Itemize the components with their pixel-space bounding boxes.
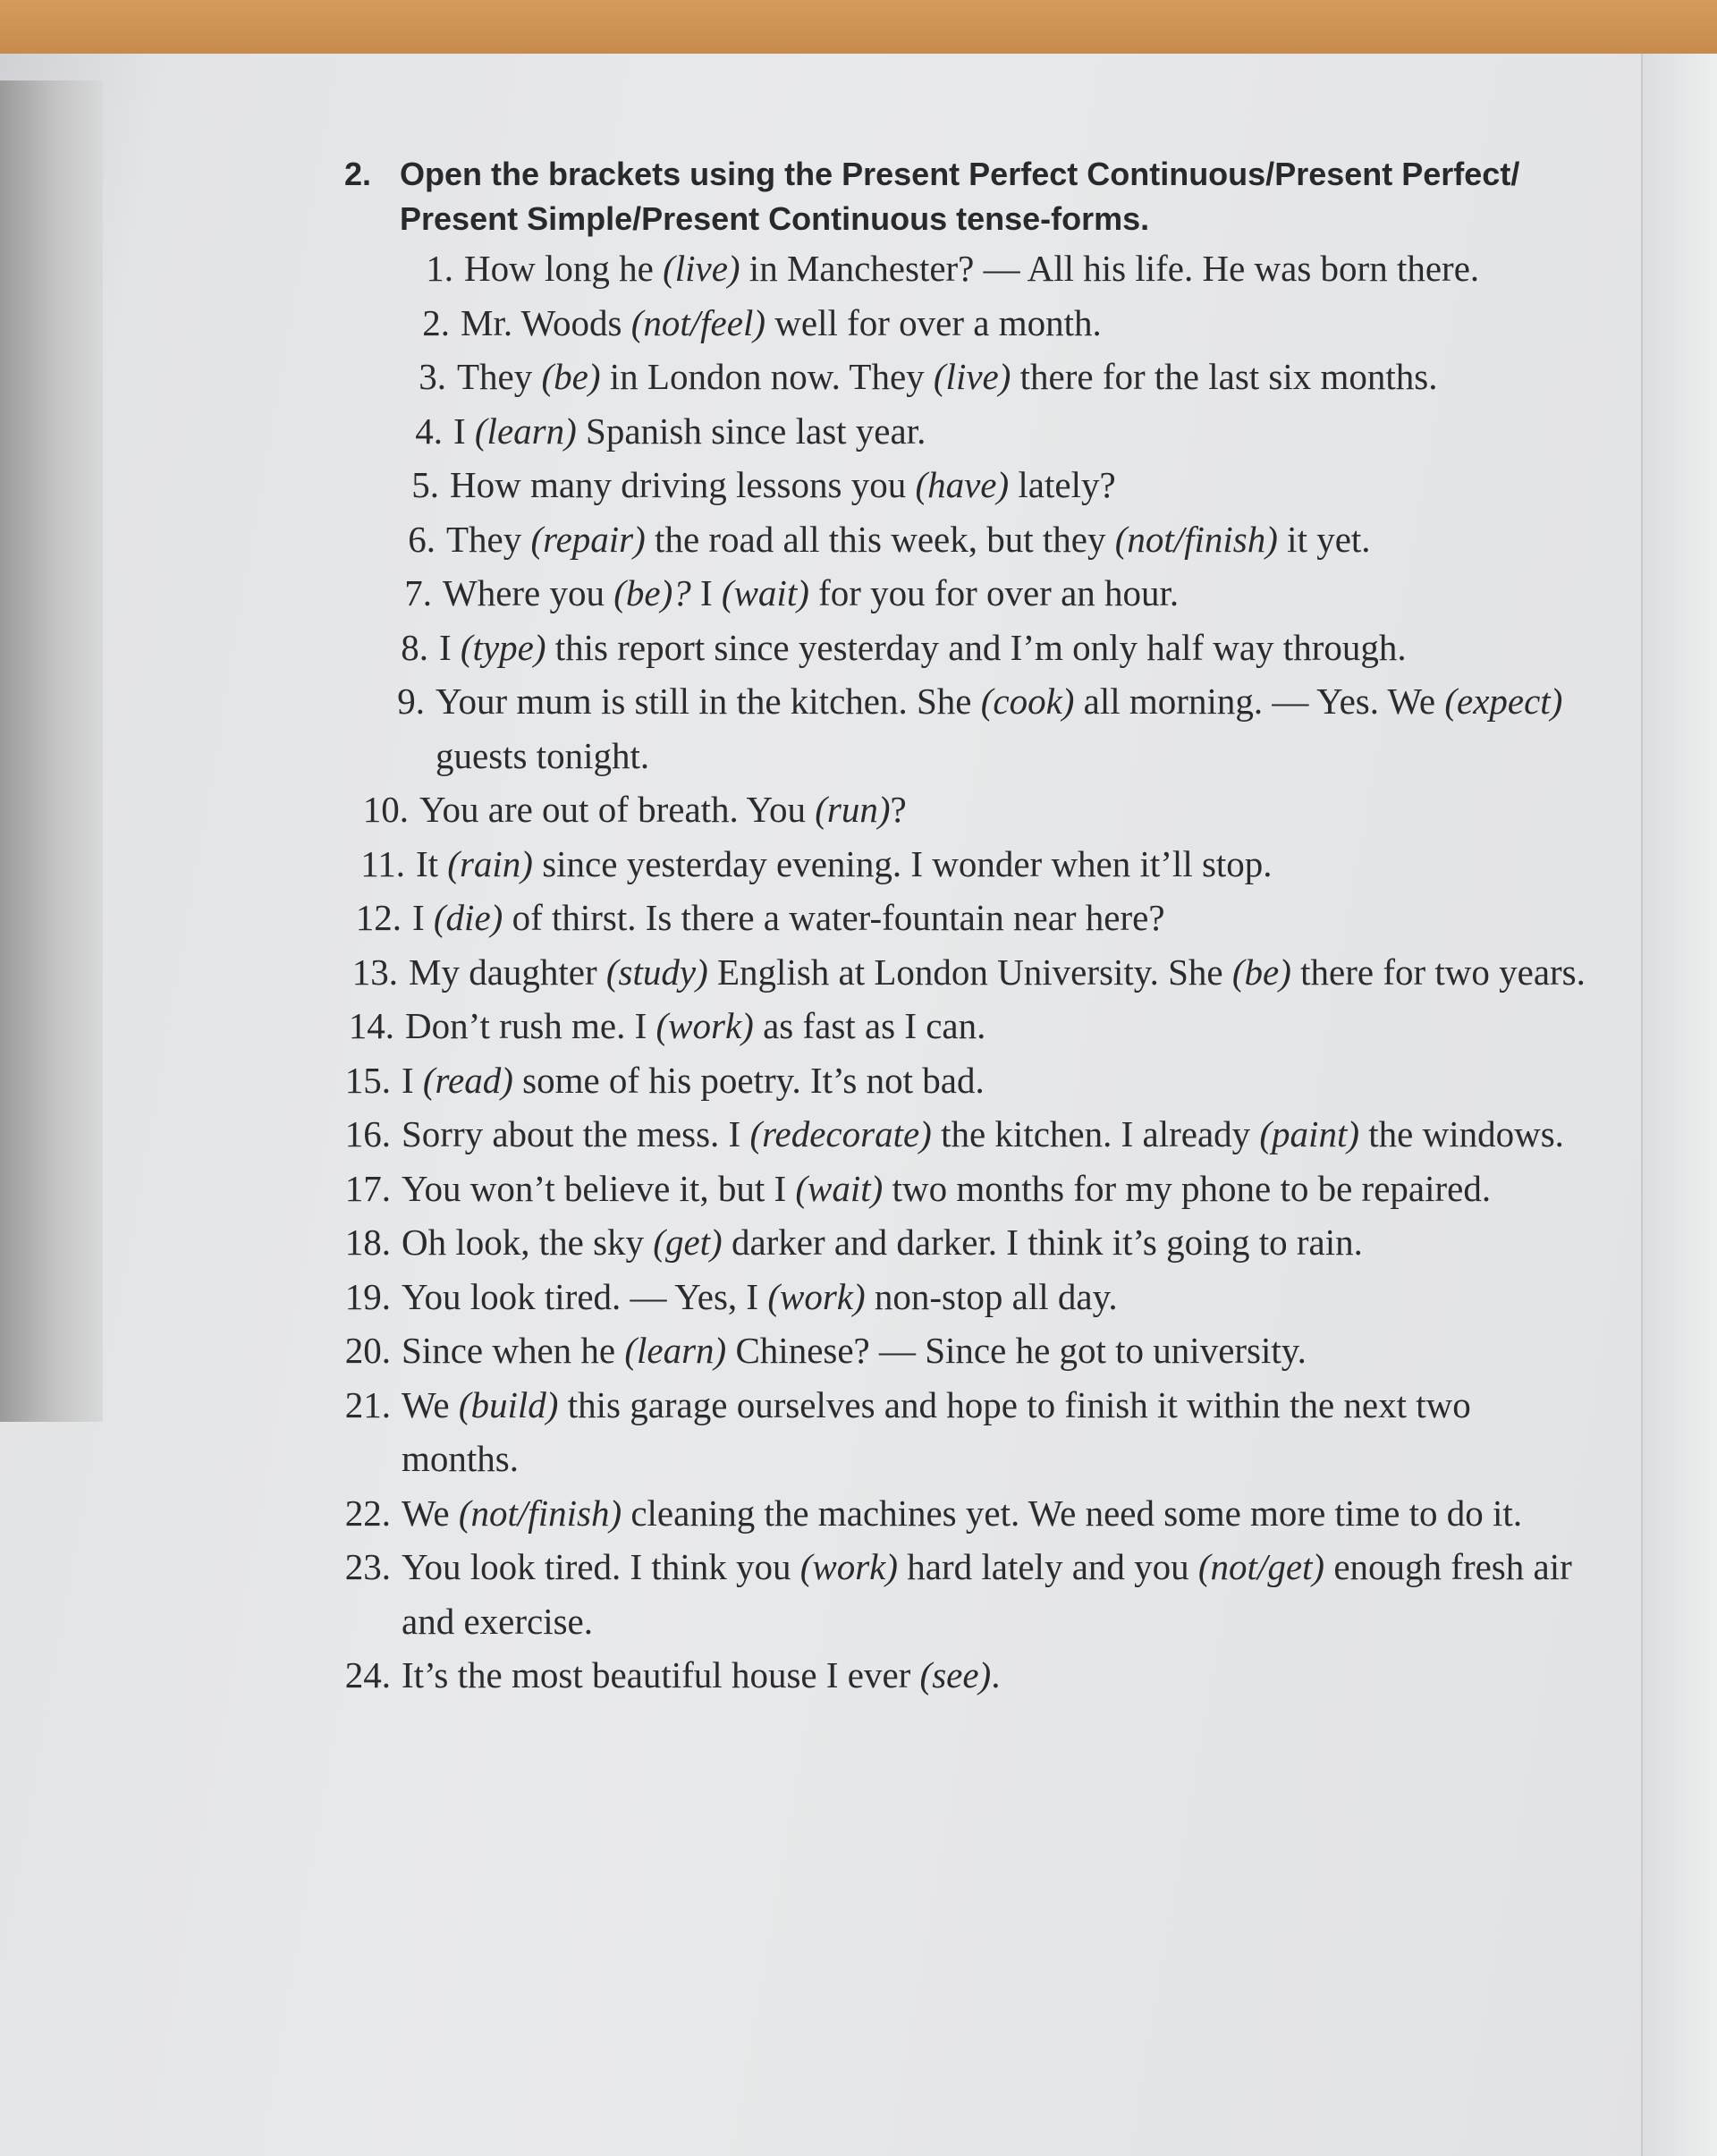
verb-hint: (live): [933, 356, 1011, 397]
exercise-item: [344, 1053, 1592, 1108]
verb-hint: (learn): [624, 1330, 727, 1371]
verb-hint: (not/get): [1197, 1546, 1325, 1587]
verb-hint: (not/feel): [630, 301, 766, 343]
exercise-item: [344, 566, 1592, 621]
exercise-item: [344, 350, 1592, 404]
verb-hint: (get): [653, 1222, 723, 1263]
item-number: 3.: [419, 356, 446, 397]
verb-hint: (rain): [447, 842, 533, 884]
sentence-fragment: You are out of breath. You: [419, 789, 816, 830]
sentence-fragment: in London now. They: [600, 356, 934, 397]
exercise-item: [344, 782, 1592, 837]
item-number: 10.: [362, 789, 409, 830]
exercise-item: [344, 1107, 1592, 1162]
verb-hint: (work): [767, 1275, 866, 1317]
exercise-item: [344, 1486, 1592, 1541]
item-text: [453, 404, 1592, 459]
sentence-fragment: I: [453, 410, 475, 452]
item-number: 24.: [344, 1654, 391, 1695]
sentence-fragment: How long he: [464, 248, 664, 289]
verb-hint: (have): [915, 464, 1010, 505]
item-text: [402, 1270, 1592, 1324]
item-number: 22.: [344, 1492, 391, 1534]
item-number: 7.: [404, 572, 432, 613]
verb-hint: (build): [458, 1383, 559, 1425]
exercise-item: [344, 1648, 1592, 1703]
exercise-item: [344, 404, 1592, 459]
sentence-fragment: for you for over an hour.: [808, 572, 1180, 613]
verb-hint: (see): [919, 1654, 992, 1695]
verb-hint: (be): [541, 356, 601, 397]
verb-hint: (work): [799, 1546, 899, 1587]
item-number: 9.: [397, 681, 425, 722]
exercise-item: [344, 1270, 1592, 1324]
sentence-fragment: Since when he: [402, 1330, 625, 1371]
sentence-fragment: English at London University. She: [707, 951, 1232, 993]
sentence-fragment: as fast as I can.: [753, 1005, 986, 1046]
verb-hint: (cook): [980, 681, 1075, 722]
exercise-item: [344, 458, 1592, 512]
item-text: [409, 945, 1592, 1000]
item-number: 20.: [344, 1330, 391, 1371]
item-number: 17.: [344, 1167, 391, 1209]
verb-hint: (type): [460, 626, 546, 668]
item-text: [464, 241, 1592, 296]
exercise-items: [344, 241, 1592, 1703]
item-text: [457, 350, 1592, 404]
sentence-fragment: Where you: [443, 572, 614, 613]
sentence-fragment: lately?: [1009, 464, 1116, 505]
exercise-block: [344, 152, 1592, 1703]
sentence-fragment: You look tired. I think you: [402, 1546, 800, 1587]
sentence-fragment: the kitchen. I already: [931, 1113, 1260, 1154]
item-number: 8.: [401, 626, 428, 668]
sentence-fragment: How many driving lessons you: [450, 464, 916, 505]
exercise-item: [344, 512, 1592, 567]
item-number: 16.: [344, 1113, 391, 1154]
sentence-fragment: cleaning the machines yet. We need some more time to do it.: [622, 1492, 1523, 1534]
item-number: 1.: [426, 248, 453, 289]
exercise-item: [344, 621, 1592, 675]
item-text: [402, 1053, 1592, 1108]
sentence-fragment: non-stop all day.: [865, 1275, 1118, 1317]
sentence-fragment: Oh look, the sky: [402, 1222, 654, 1263]
verb-hint: (wait): [721, 572, 809, 613]
item-number: 19.: [344, 1275, 391, 1317]
item-number: 18.: [344, 1222, 391, 1263]
sentence-fragment: Sorry about the mess. I: [402, 1113, 750, 1154]
exercise-item: [344, 1162, 1592, 1216]
exercise-item: [344, 1378, 1592, 1486]
sentence-fragment: two months for my phone to be repaired.: [883, 1167, 1492, 1209]
item-number: 13.: [351, 951, 398, 993]
verb-hint: (die): [433, 897, 503, 938]
sentence-fragment: since yesterday evening. I wonder when it’ll stop.: [532, 842, 1273, 884]
item-text: [402, 1107, 1592, 1162]
exercise-header: [344, 152, 1592, 241]
sentence-fragment: there for the last six months.: [1011, 356, 1438, 397]
sentence-fragment: some of his poetry. It’s not bad.: [512, 1059, 985, 1101]
item-number: 21.: [344, 1383, 391, 1425]
verb-hint: (expect): [1444, 681, 1563, 722]
item-text: [402, 1486, 1592, 1541]
sentence-fragment: Your mum is still in the kitchen. She: [436, 681, 981, 722]
item-number: 2.: [422, 301, 450, 343]
exercise-item: [344, 891, 1592, 945]
sentence-fragment: I: [690, 572, 722, 613]
item-text: [416, 837, 1592, 892]
page-edge: [1641, 54, 1717, 2156]
exercise-item: [344, 837, 1592, 892]
sentence-fragment: of thirst. Is there a water-fountain near here?: [503, 897, 1165, 938]
item-text: [450, 458, 1592, 512]
sentence-fragment: It’s the most beautiful house I ever: [402, 1654, 920, 1695]
verb-hint: (not/finish): [1114, 518, 1278, 560]
verb-hint: (work): [656, 1005, 754, 1046]
exercise-item: [344, 999, 1592, 1053]
item-number: 15.: [344, 1059, 391, 1101]
sentence-fragment: They: [446, 518, 531, 560]
item-text: [402, 1378, 1592, 1486]
item-number: 6.: [408, 518, 436, 560]
sentence-fragment: in Manchester? — All his life. He was born there.: [740, 248, 1480, 289]
sentence-fragment: You look tired. — Yes, I: [402, 1275, 768, 1317]
item-text: [439, 621, 1592, 675]
item-text: [405, 999, 1592, 1053]
exercise-item: [344, 241, 1592, 296]
item-text: [419, 782, 1592, 837]
exercise-instruction: Open the brackets using the Present Perfect Continuous/Present Perfect/ Present Simple/Present Continuous tense-forms.: [400, 156, 1520, 237]
exercise-item: [344, 674, 1592, 782]
item-number: 23.: [344, 1546, 391, 1587]
sentence-fragment: My daughter: [409, 951, 606, 993]
item-number: 14.: [348, 1005, 394, 1046]
verb-hint: (repair): [530, 518, 646, 560]
item-text: [446, 512, 1592, 567]
exercise-item: [344, 1215, 1592, 1270]
sentence-fragment: Spanish since last year.: [576, 410, 926, 452]
sentence-fragment: ?: [890, 789, 907, 830]
sentence-fragment: all morning. — Yes. We: [1074, 681, 1445, 722]
verb-hint: (study): [605, 951, 708, 993]
sentence-fragment: enough fresh air and exercise.: [402, 1546, 1572, 1642]
verb-hint: (run): [815, 789, 891, 830]
verb-hint: (wait): [795, 1167, 884, 1209]
sentence-fragment: the road all this week, but they: [645, 518, 1115, 560]
sentence-fragment: I: [412, 897, 434, 938]
item-text: [402, 1540, 1592, 1648]
item-text: [436, 674, 1592, 782]
shadow-strip: [0, 80, 103, 1422]
sentence-fragment: It: [416, 842, 448, 884]
sentence-fragment: You won’t believe it, but I: [402, 1167, 796, 1209]
verb-hint: (paint): [1259, 1113, 1359, 1154]
item-text: [412, 891, 1592, 945]
exercise-item: [344, 1540, 1592, 1648]
verb-hint: (not/finish): [458, 1492, 622, 1534]
sentence-fragment: Chinese? — Since he got to university.: [726, 1330, 1307, 1371]
sentence-fragment: it yet.: [1277, 518, 1371, 560]
verb-hint: (be)?: [613, 572, 691, 613]
sentence-fragment: this report since yesterday and I’m only half way through.: [546, 626, 1407, 668]
item-number: 11.: [360, 842, 405, 884]
sentence-fragment: this garage ourselves and hope to finish it within the next two months.: [402, 1383, 1471, 1479]
sentence-fragment: .: [991, 1654, 1001, 1695]
item-number: 12.: [355, 897, 402, 938]
item-text: [402, 1648, 1592, 1703]
item-text: [402, 1162, 1592, 1216]
verb-hint: (read): [422, 1059, 513, 1101]
sentence-fragment: the windows.: [1359, 1113, 1564, 1154]
sentence-fragment: We: [402, 1492, 459, 1534]
sentence-fragment: darker and darker. I think it’s going to rain.: [722, 1222, 1363, 1263]
item-text: [402, 1215, 1592, 1270]
item-text: [402, 1323, 1592, 1378]
sentence-fragment: hard lately and you: [898, 1546, 1198, 1587]
sentence-fragment: We: [402, 1383, 459, 1425]
exercise-item: [344, 296, 1592, 351]
sentence-fragment: well for over a month.: [765, 301, 1102, 343]
sentence-fragment: I: [439, 626, 461, 668]
sentence-fragment: there for two years.: [1290, 951, 1586, 993]
item-number: 5.: [411, 464, 439, 505]
item-text: [461, 296, 1592, 351]
verb-hint: (learn): [474, 410, 577, 452]
exercise-item: [344, 1323, 1592, 1378]
item-text: [443, 566, 1592, 621]
verb-hint: (be): [1231, 951, 1291, 993]
sentence-fragment: guests tonight.: [436, 734, 650, 776]
item-number: 4.: [415, 410, 443, 452]
sentence-fragment: Mr. Woods: [461, 301, 631, 343]
sentence-fragment: I: [402, 1059, 423, 1101]
verb-hint: (redecorate): [749, 1113, 932, 1154]
exercise-number: 2.: [344, 156, 372, 192]
sentence-fragment: They: [457, 356, 542, 397]
sentence-fragment: Don’t rush me. I: [405, 1005, 656, 1046]
verb-hint: (live): [663, 248, 740, 289]
exercise-item: [344, 945, 1592, 1000]
